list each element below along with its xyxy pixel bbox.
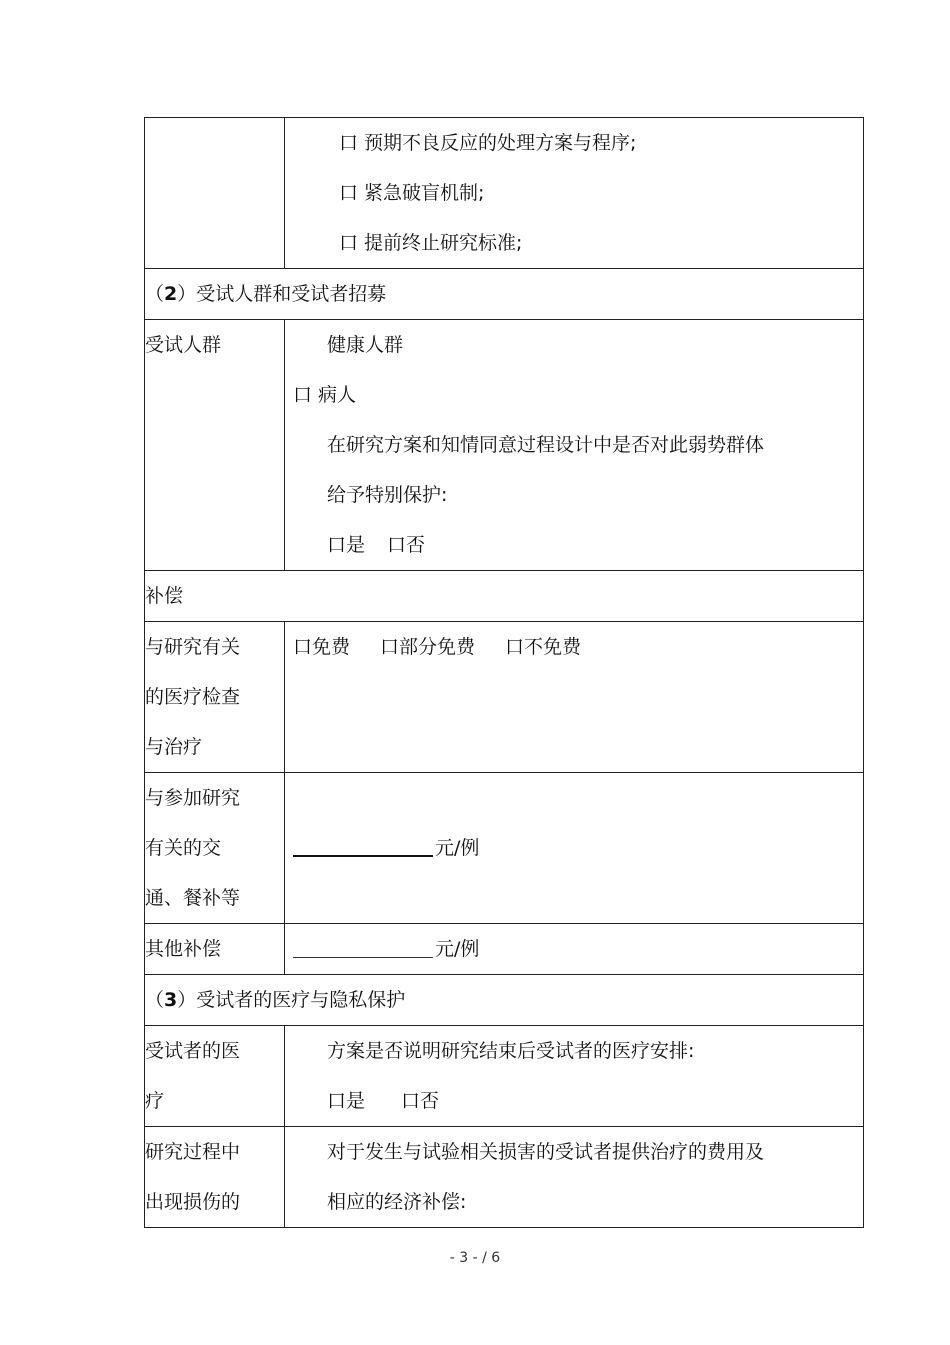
checkbox-adverse-reaction[interactable]: 口 预期不良反应的处理方案与程序; (339, 132, 637, 154)
safety-checklist-cell (285, 118, 864, 269)
transport-label-line3: 通、餐补等 (145, 887, 241, 909)
empty-label-cell (145, 118, 285, 269)
population-label-cell (145, 320, 285, 571)
medical-options-cell (285, 622, 864, 773)
care-content-cell (285, 1026, 864, 1127)
injury-label-line2: 出现损伤的 (145, 1191, 241, 1213)
other-label-cell (145, 924, 285, 975)
checkbox-yes[interactable]: 口是 (327, 534, 366, 556)
other-amount-field[interactable] (293, 937, 433, 958)
transport-amount-field[interactable] (293, 835, 433, 857)
vulnerable-question-line1: 在研究方案和知情同意过程设计中是否对此弱势群体 (327, 434, 765, 456)
row-safety-measures (145, 118, 864, 269)
row-injury (145, 1127, 864, 1228)
section-2-number: 2 (164, 283, 178, 305)
checkbox-free[interactable]: 口免费 (293, 636, 351, 658)
checkbox-care-no[interactable]: 口否 (401, 1090, 440, 1112)
compensation-label: 补偿 (145, 585, 184, 607)
injury-content-cell (285, 1127, 864, 1228)
transport-amount (285, 823, 863, 873)
transport-label-line2: 有关的交 (145, 837, 222, 859)
row-other-compensation (145, 924, 864, 975)
transport-label-line1: 与参加研究 (145, 787, 241, 809)
population-content-cell (285, 320, 864, 571)
other-amount (285, 924, 863, 974)
care-label-line1: 受试者的医 (145, 1040, 241, 1062)
other-amount-cell (285, 924, 864, 975)
vulnerable-question-line2: 给予特别保护: (327, 484, 448, 506)
section-2-title: 受试人群和受试者招募 (196, 283, 387, 305)
checkbox-care-yes[interactable]: 口是 (327, 1090, 366, 1112)
medical-label-cell (145, 622, 285, 773)
checkbox-emergency-unblinding[interactable]: 口 紧急破盲机制; (339, 182, 485, 204)
injury-text-line2: 相应的经济补偿: (327, 1191, 467, 1213)
row-transport (145, 773, 864, 924)
vulnerable-answer-options (285, 520, 863, 570)
care-label-line2: 疗 (145, 1090, 165, 1112)
care-answer-options (285, 1076, 863, 1126)
injury-label-line1: 研究过程中 (145, 1141, 241, 1163)
section-3-header-row (145, 975, 864, 1026)
other-unit: 元/例 (435, 938, 480, 960)
compensation-header-row (145, 571, 864, 622)
medical-label-line3: 与治疗 (145, 736, 203, 758)
review-form-table (144, 117, 864, 1228)
transport-unit: 元/例 (435, 837, 480, 859)
checkbox-patient[interactable]: 口 病人 (293, 384, 357, 406)
medical-options (285, 622, 863, 672)
transport-amount-cell (285, 773, 864, 924)
population-label: 受试人群 (145, 334, 222, 356)
section-3-header: （3）受试者的医疗与隐私保护 (145, 975, 864, 1026)
checkbox-no[interactable]: 口否 (387, 534, 426, 556)
section-2-header: （2）受试人群和受试者招募 (145, 269, 864, 320)
injury-label-cell (145, 1127, 285, 1228)
row-population (145, 320, 864, 571)
section-2-header-row (145, 269, 864, 320)
checkbox-not-free[interactable]: 口不免费 (505, 636, 582, 658)
compensation-header (145, 571, 864, 622)
other-label: 其他补偿 (145, 938, 222, 960)
option-healthy[interactable]: 健康人群 (327, 334, 404, 356)
medical-label-line1: 与研究有关 (145, 636, 241, 658)
injury-text-line1: 对于发生与试验相关损害的受试者提供治疗的费用及 (327, 1141, 765, 1163)
checkbox-early-termination[interactable]: 口 提前终止研究标准; (339, 232, 523, 254)
section-3-number: 3 (164, 989, 178, 1011)
medical-label-line2: 的医疗检查 (145, 686, 241, 708)
section-3-title: 受试者的医疗与隐私保护 (196, 989, 406, 1011)
row-medical-care (145, 1026, 864, 1127)
page-number: - 3 - / 6 (449, 1250, 501, 1266)
transport-label-cell (145, 773, 285, 924)
care-label-cell (145, 1026, 285, 1127)
checkbox-partial-free[interactable]: 口部分免费 (380, 636, 476, 658)
row-medical-exam (145, 622, 864, 773)
care-question: 方案是否说明研究结束后受试者的医疗安排: (327, 1040, 695, 1062)
